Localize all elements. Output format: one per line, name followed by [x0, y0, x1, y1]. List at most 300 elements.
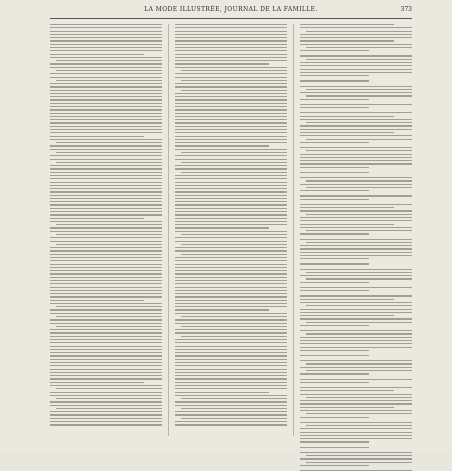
text-line [175, 388, 287, 389]
text-line [181, 234, 287, 235]
text-line [175, 401, 287, 402]
text-line [50, 395, 162, 396]
text-line [300, 258, 369, 259]
text-line [56, 326, 162, 327]
text-line [175, 47, 287, 48]
text-line [300, 40, 394, 41]
text-line [181, 326, 287, 327]
text-line [175, 270, 287, 271]
text-line [300, 217, 412, 218]
text-line [300, 207, 394, 208]
text-line [300, 387, 412, 388]
text-line [50, 267, 162, 268]
text-line [175, 414, 287, 415]
text-line [175, 395, 287, 396]
text-line [56, 306, 162, 307]
text-line [175, 369, 287, 370]
text-line [50, 34, 162, 35]
text-line [50, 349, 162, 350]
text-line [300, 69, 412, 70]
text-line [175, 211, 287, 212]
text-line [175, 198, 287, 199]
text-line [50, 24, 162, 25]
text-line [306, 95, 412, 96]
text-line [50, 27, 162, 28]
text-line [50, 283, 162, 284]
text-line [306, 272, 412, 273]
text-line [300, 75, 369, 76]
text-line [50, 195, 162, 196]
text-line [50, 145, 162, 146]
text-line [306, 413, 412, 414]
text-line [175, 67, 287, 68]
text-line [306, 425, 412, 426]
text-line [175, 96, 287, 97]
text-line [50, 47, 162, 48]
text-line [306, 462, 412, 463]
text-line [300, 417, 369, 418]
text-line [50, 424, 162, 425]
text-line [300, 224, 394, 225]
text-line [56, 388, 162, 389]
text-line [175, 375, 287, 376]
text-line [175, 132, 287, 133]
text-line [300, 441, 369, 442]
text-line [175, 106, 287, 107]
text-line [300, 160, 412, 161]
text-line [50, 355, 162, 356]
text-line [50, 359, 162, 360]
text-line [50, 126, 162, 127]
text-line [50, 405, 162, 406]
text-line [50, 221, 162, 222]
text-line [300, 210, 412, 211]
text-line [300, 302, 412, 303]
text-line [300, 129, 412, 130]
text-line [300, 37, 412, 38]
text-line [300, 50, 369, 51]
text-line [50, 31, 162, 32]
text-line [50, 270, 162, 271]
text-line [56, 70, 162, 71]
text-line [306, 333, 412, 334]
text-line [175, 109, 287, 110]
text-line [50, 188, 162, 189]
text-line [300, 373, 369, 374]
page-header [50, 0, 412, 20]
text-line [175, 204, 287, 205]
text-line [175, 129, 287, 130]
text-line [56, 80, 162, 81]
text-line [300, 458, 412, 459]
text-line [300, 350, 369, 351]
text-line [50, 83, 162, 84]
text-line [175, 83, 287, 84]
text-line [50, 231, 162, 232]
text-line [50, 96, 162, 97]
text-line [50, 40, 162, 41]
text-line [175, 352, 287, 353]
text-line [50, 293, 162, 294]
text-line [50, 119, 162, 120]
text-line [50, 336, 162, 337]
text-line [50, 86, 162, 87]
text-line [175, 283, 287, 284]
text-line [50, 93, 162, 94]
text-line [306, 242, 412, 243]
text-line [175, 195, 287, 196]
text-line [300, 340, 412, 341]
text-line [175, 287, 287, 288]
text-line [300, 312, 412, 313]
text-line [300, 154, 412, 155]
text-line [300, 355, 369, 356]
text-line [181, 254, 287, 255]
text-line [300, 220, 412, 221]
text-line [175, 332, 287, 333]
text-line [175, 280, 287, 281]
text-line [175, 149, 287, 150]
text-line [300, 287, 412, 288]
text-line [175, 372, 287, 373]
text-line [175, 139, 287, 140]
text-line [300, 107, 369, 108]
text-line [175, 355, 287, 356]
text-line [175, 27, 287, 28]
text-line [300, 390, 394, 391]
text-line [56, 152, 162, 153]
text-line [181, 244, 287, 245]
text-line [175, 260, 287, 261]
text-line [300, 315, 394, 316]
text-line [175, 103, 287, 104]
text-line [175, 303, 287, 304]
text-line [300, 465, 369, 466]
text-line [306, 31, 412, 32]
text-line [300, 337, 412, 338]
text-line [50, 414, 162, 415]
text-line [50, 116, 162, 117]
text-line [175, 57, 287, 58]
text-line [50, 418, 162, 419]
text-line [50, 155, 162, 156]
text-line [175, 296, 287, 297]
text-line [300, 410, 412, 411]
text-line [300, 147, 412, 148]
text-line [300, 432, 412, 433]
text-line [181, 398, 287, 399]
text-line [50, 227, 162, 228]
text-line [181, 336, 287, 337]
text-line [175, 37, 287, 38]
text-line [50, 165, 162, 166]
text-column-right [300, 24, 412, 436]
text-line [175, 86, 287, 87]
text-line [300, 318, 412, 319]
text-line [50, 218, 144, 219]
text-line [50, 273, 162, 274]
text-line [175, 250, 287, 251]
text-line [306, 139, 412, 140]
text-line [300, 184, 412, 185]
text-line [56, 408, 162, 409]
text-line [50, 290, 162, 291]
text-line [300, 252, 412, 253]
text-line [50, 191, 162, 192]
text-line [50, 264, 162, 265]
text-line [50, 54, 144, 55]
text-line [175, 309, 269, 310]
text-line [50, 50, 162, 51]
text-line [306, 187, 412, 188]
text-line [175, 50, 287, 51]
text-line [300, 299, 394, 300]
text-line [175, 362, 287, 363]
text-line [50, 313, 162, 314]
text-line [50, 342, 162, 343]
text-line [50, 369, 162, 370]
text-line [300, 447, 369, 448]
text-line [306, 455, 412, 456]
text-line [306, 230, 412, 231]
text-line [300, 403, 412, 404]
text-line [175, 214, 287, 215]
text-line [50, 372, 162, 373]
text-line [175, 405, 287, 406]
text-line [300, 204, 412, 205]
text-line [50, 254, 162, 255]
text-line [300, 167, 369, 168]
text-line [175, 411, 287, 412]
text-line [50, 401, 162, 402]
text-line [300, 239, 412, 240]
text-line [181, 162, 287, 163]
text-line [175, 122, 287, 123]
text-line [300, 428, 412, 429]
page-number: 373 [400, 6, 412, 13]
text-line [300, 347, 412, 348]
text-line [300, 379, 412, 380]
text-line [300, 199, 369, 200]
text-line [300, 195, 412, 196]
text-line [175, 168, 287, 169]
text-line [50, 382, 144, 383]
text-line [50, 329, 162, 330]
text-line [56, 60, 162, 61]
text-line [181, 408, 287, 409]
text-line [175, 24, 287, 25]
text-line [50, 300, 144, 301]
text-line [175, 224, 287, 225]
text-line [50, 237, 162, 238]
text-line [300, 382, 369, 383]
text-line [50, 365, 162, 366]
text-line [306, 47, 412, 48]
text-line [306, 370, 412, 371]
text-line [50, 159, 162, 160]
text-line [50, 103, 162, 104]
text-line [50, 44, 162, 45]
text-line [181, 70, 287, 71]
text-line [50, 132, 162, 133]
text-line [175, 218, 287, 219]
text-line [300, 325, 369, 326]
text-line [306, 278, 412, 279]
column-divider [293, 24, 294, 436]
text-line [306, 150, 412, 151]
text-line [175, 60, 287, 61]
text-line [50, 185, 162, 186]
text-line [300, 233, 369, 234]
text-line [300, 92, 412, 93]
text-line [300, 125, 412, 126]
text-line [175, 77, 287, 78]
text-line [175, 342, 287, 343]
text-line [175, 119, 287, 120]
text-line [175, 290, 287, 291]
text-line [50, 260, 162, 261]
text-line [175, 126, 287, 127]
text-line [50, 201, 162, 202]
text-line [50, 67, 162, 68]
text-line [300, 135, 412, 136]
text-line [50, 139, 162, 140]
text-line [175, 145, 269, 146]
text-line [300, 400, 412, 401]
text-line [50, 136, 144, 137]
text-line [181, 90, 287, 91]
text-line [175, 54, 287, 55]
text-line [306, 89, 412, 90]
text-line [300, 72, 412, 73]
text-column-middle [175, 24, 287, 436]
text-line [300, 104, 412, 105]
text-line [50, 309, 162, 310]
text-line [50, 257, 162, 258]
text-line [300, 263, 369, 264]
text-line [50, 168, 162, 169]
text-line [50, 129, 162, 130]
text-line [300, 99, 369, 100]
text-line [50, 122, 162, 123]
text-line [175, 40, 287, 41]
text-line [175, 241, 287, 242]
text-line [300, 275, 412, 276]
text-line [175, 313, 287, 314]
text-line [300, 330, 412, 331]
text-line [175, 385, 287, 386]
text-line [300, 255, 412, 256]
text-line [175, 113, 287, 114]
text-line [175, 63, 269, 64]
text-line [175, 264, 287, 265]
text-line [300, 367, 412, 368]
text-line [300, 190, 369, 191]
text-line [50, 211, 162, 212]
text-line [300, 55, 412, 56]
text-line [300, 227, 412, 228]
text-line [50, 339, 162, 340]
text-line [300, 394, 412, 395]
text-line [175, 349, 287, 350]
text-line [50, 77, 162, 78]
text-line [175, 306, 287, 307]
text-line [50, 303, 162, 304]
text-line [50, 198, 162, 199]
text-line [175, 346, 287, 347]
text-line [175, 267, 287, 268]
text-line [175, 365, 287, 366]
text-line [50, 99, 162, 100]
text-line [50, 63, 162, 64]
text-line [300, 435, 412, 436]
text-line [175, 93, 287, 94]
text-line [56, 224, 162, 225]
text-line [300, 24, 394, 25]
text-line [50, 352, 162, 353]
text-line [300, 269, 412, 270]
text-line [181, 152, 287, 153]
text-line [181, 80, 287, 81]
text-line [306, 363, 412, 364]
text-line [300, 407, 394, 408]
text-line [300, 172, 369, 173]
text-line [300, 116, 394, 117]
text-line [306, 214, 412, 215]
text-line [50, 392, 162, 393]
text-line [181, 316, 287, 317]
text-line [50, 280, 162, 281]
text-line [300, 343, 412, 344]
text-line [175, 188, 287, 189]
text-line [175, 44, 287, 45]
text-line [300, 34, 412, 35]
text-line [175, 392, 269, 393]
text-line [56, 142, 162, 143]
text-line [181, 418, 287, 419]
text-line [50, 378, 162, 379]
text-line [50, 323, 162, 324]
text-line [50, 332, 162, 333]
text-line [175, 191, 287, 192]
text-line [175, 382, 287, 383]
text-line [306, 122, 412, 123]
text-line [175, 182, 287, 183]
text-line [300, 290, 369, 291]
text-line [300, 295, 412, 296]
text-line [50, 175, 162, 176]
text-line [306, 305, 412, 306]
text-line [300, 163, 412, 164]
text-line [175, 116, 287, 117]
text-line [175, 339, 287, 340]
text-line [300, 245, 412, 246]
text-line [50, 172, 162, 173]
text-line [175, 165, 287, 166]
text-line [50, 113, 162, 114]
text-line [50, 247, 162, 248]
text-line [50, 421, 162, 422]
text-line [175, 178, 287, 179]
text-line [50, 90, 162, 91]
text-line [300, 119, 412, 120]
text-line [300, 80, 369, 81]
text-line [50, 214, 162, 215]
text-line [175, 300, 287, 301]
text-line [306, 180, 412, 181]
text-line [50, 296, 162, 297]
text-line [56, 316, 162, 317]
